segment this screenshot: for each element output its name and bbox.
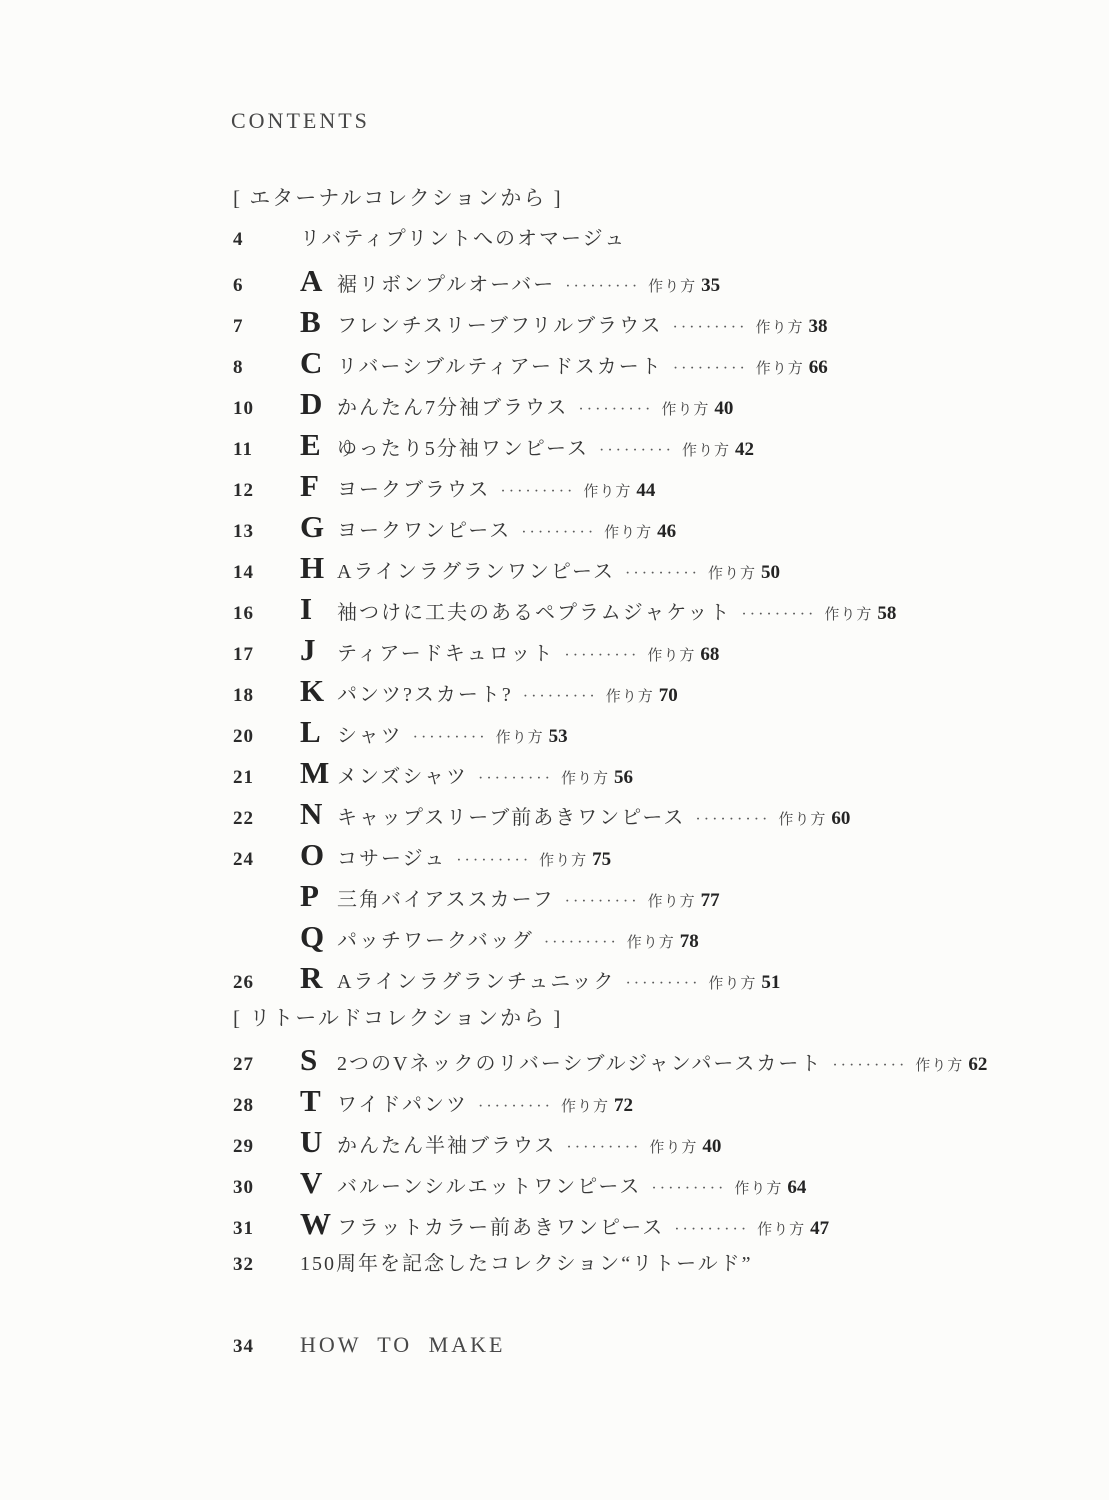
page-number: 31 <box>233 1218 254 1239</box>
make-page-number: 40 <box>702 1136 722 1157</box>
item-title: ティアードキュロット <box>337 643 555 665</box>
leader-dots: ········· <box>500 483 576 500</box>
toc-row <box>233 301 1053 342</box>
make-page-number: 40 <box>714 398 734 419</box>
make-label: 作り方 <box>626 935 675 951</box>
page-number: 11 <box>233 439 253 460</box>
toc-row <box>233 1244 1053 1285</box>
toc-row <box>233 793 1053 834</box>
make-page-number: 68 <box>700 644 720 665</box>
item-title: ヨークブラウス <box>337 479 491 501</box>
make-page-number: 78 <box>679 931 699 952</box>
page-number: 6 <box>233 275 244 296</box>
item-title: ワイドパンツ <box>337 1094 468 1116</box>
item-letter: L <box>300 714 321 749</box>
item-title: かんたん7分袖ブラウス <box>337 397 569 419</box>
make-page-number: 53 <box>548 726 568 747</box>
leader-dots: ········· <box>625 565 700 582</box>
toc-row <box>233 916 1053 957</box>
item-title: 2つのVネックのリバーシブルジャンパースカート <box>337 1053 823 1075</box>
leader-dots: ········· <box>564 647 640 664</box>
item-letter: J <box>300 632 316 667</box>
toc-row <box>233 383 1053 424</box>
leader-dots: ········· <box>478 1098 553 1115</box>
item-letter: V <box>300 1165 323 1200</box>
item-title: ゆったり5分袖ワンピース <box>337 438 589 460</box>
make-page-number: 35 <box>701 275 721 296</box>
leader-dots: ········· <box>478 770 553 787</box>
item-letter: Q <box>300 919 325 954</box>
toc-row <box>233 342 1053 383</box>
page-number: 20 <box>233 726 254 747</box>
leader-dots: ········· <box>741 606 817 623</box>
leader-dots: ········· <box>522 688 598 705</box>
make-label: 作り方 <box>708 566 757 582</box>
item-title: かんたん半袖ブラウス <box>337 1135 557 1157</box>
item-letter: H <box>300 550 325 585</box>
make-label: 作り方 <box>560 771 609 787</box>
make-page-number: 58 <box>877 603 897 624</box>
item-letter: P <box>300 878 319 913</box>
make-label: 作り方 <box>539 853 588 869</box>
page-number: 27 <box>233 1054 254 1075</box>
page-number: 22 <box>233 808 254 829</box>
toc-row <box>233 957 1053 998</box>
make-page-number: 72 <box>613 1095 633 1116</box>
make-label: 作り方 <box>915 1058 964 1074</box>
make-page-number: 66 <box>808 357 828 378</box>
make-label: 作り方 <box>647 648 696 664</box>
leader-dots: ········· <box>599 442 674 459</box>
item-title: 三角バイアススカーフ <box>337 889 555 911</box>
item-letter: G <box>300 509 325 544</box>
item-letter: R <box>300 960 323 995</box>
make-label: 作り方 <box>708 976 757 992</box>
toc-row <box>233 260 1053 301</box>
leader-dots: ········· <box>412 729 488 746</box>
make-label: 作り方 <box>647 894 696 910</box>
item-title: フレンチスリーブフリルブラウス <box>337 315 663 337</box>
leader-dots: ········· <box>578 401 654 418</box>
make-label: 作り方 <box>605 689 654 705</box>
make-page-number: 70 <box>658 685 678 706</box>
section-header: [ リトールドコレクションから ] <box>233 1006 563 1030</box>
make-page-number: 77 <box>700 890 720 911</box>
make-page-number: 60 <box>831 808 851 829</box>
toc-row <box>233 1203 1053 1244</box>
make-label: 作り方 <box>824 607 873 623</box>
toc-row <box>233 670 1053 711</box>
item-title: Aラインラグランチュニック <box>337 971 616 993</box>
how-to-make-row <box>233 1332 505 1358</box>
toc-row <box>233 875 1053 916</box>
item-title: リバーシブルティアードスカート <box>337 356 663 378</box>
item-title: メンズシャツ <box>337 766 468 788</box>
leader-dots: ········· <box>625 975 701 992</box>
item-letter: D <box>300 386 323 421</box>
leader-dots: ········· <box>695 811 771 828</box>
item-title: シャツ <box>337 725 403 747</box>
make-page-number: 64 <box>787 1177 807 1198</box>
make-page-number: 51 <box>761 972 781 993</box>
toc-row <box>233 834 1053 875</box>
make-page-number: 44 <box>636 480 656 501</box>
make-label: 作り方 <box>495 730 544 746</box>
make-label: 作り方 <box>560 1099 609 1115</box>
item-letter: M <box>300 755 330 790</box>
page-number: 12 <box>233 480 254 501</box>
make-label: 作り方 <box>778 812 827 828</box>
make-label: 作り方 <box>755 320 804 336</box>
leader-dots: ········· <box>565 278 641 295</box>
leader-dots: ········· <box>456 852 532 869</box>
item-title: 裾リボンプルオーバー <box>337 274 556 296</box>
make-page-number: 46 <box>657 521 677 542</box>
toc-row <box>233 1039 1053 1080</box>
item-title: パッチワークバッグ <box>337 930 534 952</box>
leader-dots: ········· <box>832 1057 908 1074</box>
page-number: 21 <box>233 767 254 788</box>
toc-row <box>233 424 1053 465</box>
page-number: 24 <box>233 849 254 870</box>
item-title: 150周年を記念したコレクション“リトールド” <box>300 1253 753 1275</box>
item-letter: A <box>300 263 323 298</box>
make-label: 作り方 <box>757 1222 806 1238</box>
make-label: 作り方 <box>583 484 632 500</box>
make-page-number: 47 <box>810 1218 830 1239</box>
item-letter: W <box>300 1206 331 1241</box>
how-to-make-title: HOW TO MAKE <box>300 1332 506 1357</box>
toc-row <box>233 219 1053 260</box>
toc-row <box>233 588 1053 629</box>
item-letter: S <box>300 1042 318 1077</box>
make-label: 作り方 <box>755 361 804 377</box>
leader-dots: ········· <box>521 524 597 541</box>
page-number: 30 <box>233 1177 254 1198</box>
item-title: バルーンシルエットワンピース <box>337 1176 642 1198</box>
leader-dots: ········· <box>564 893 640 910</box>
page-number: 17 <box>233 644 254 665</box>
item-letter: K <box>300 673 325 708</box>
page-number: 4 <box>233 229 244 250</box>
item-title: ヨークワンピース <box>337 520 512 542</box>
leader-dots: ········· <box>566 1139 642 1156</box>
page-number: 29 <box>233 1136 254 1157</box>
page-number: 10 <box>233 398 254 419</box>
item-letter: O <box>300 837 325 872</box>
toc-row <box>233 752 1053 793</box>
item-title: 袖つけに工夫のあるペプラムジャケット <box>337 602 732 624</box>
item-title: フラットカラー前あきワンピース <box>337 1217 665 1239</box>
item-letter: F <box>300 468 319 503</box>
item-title: リバティプリントへのオマージュ <box>300 228 627 250</box>
make-label: 作り方 <box>648 279 697 295</box>
make-label: 作り方 <box>734 1181 783 1197</box>
leader-dots: ········· <box>672 319 748 336</box>
item-letter: T <box>300 1083 321 1118</box>
leader-dots: ········· <box>672 360 748 377</box>
item-letter: U <box>300 1124 323 1159</box>
page-number: 34 <box>233 1336 254 1357</box>
item-letter: C <box>300 345 323 380</box>
toc-row <box>233 1162 1053 1203</box>
toc-row <box>233 1121 1053 1162</box>
make-page-number: 62 <box>968 1054 988 1075</box>
toc-row <box>233 547 1053 588</box>
page-number: 18 <box>233 685 254 706</box>
leader-dots: ········· <box>651 1180 727 1197</box>
make-label: 作り方 <box>649 1140 698 1156</box>
leader-dots: ········· <box>543 934 619 951</box>
item-letter: N <box>300 796 323 831</box>
toc-list <box>233 178 1053 1285</box>
item-title: Aラインラグランワンピース <box>337 561 616 583</box>
item-letter: B <box>300 304 321 339</box>
page-number: 14 <box>233 562 254 583</box>
make-page-number: 56 <box>613 767 633 788</box>
make-page-number: 75 <box>592 849 612 870</box>
page-number: 16 <box>233 603 254 624</box>
page-number: 13 <box>233 521 254 542</box>
make-page-number: 38 <box>808 316 828 337</box>
page-number: 8 <box>233 357 244 378</box>
item-letter: E <box>300 427 321 462</box>
page-number: 7 <box>233 316 244 337</box>
item-title: キャップスリーブ前あきワンピース <box>337 807 686 829</box>
item-title: パンツ?スカート? <box>337 684 513 706</box>
leader-dots: ········· <box>674 1221 750 1238</box>
make-label: 作り方 <box>604 525 653 541</box>
make-page-number: 42 <box>734 439 754 460</box>
page-number: 28 <box>233 1095 254 1116</box>
item-letter: I <box>300 591 313 626</box>
make-label: 作り方 <box>681 443 730 459</box>
toc-row <box>233 465 1053 506</box>
make-label: 作り方 <box>661 402 710 418</box>
page-title: CONTENTS <box>231 108 370 133</box>
page-number: 32 <box>233 1254 254 1275</box>
item-title: コサージュ <box>337 848 447 870</box>
section-header: [ エターナルコレクションから ] <box>233 186 563 210</box>
make-page-number: 50 <box>761 562 781 583</box>
page-number: 26 <box>233 972 254 993</box>
toc-row <box>233 629 1053 670</box>
toc-row <box>233 506 1053 547</box>
